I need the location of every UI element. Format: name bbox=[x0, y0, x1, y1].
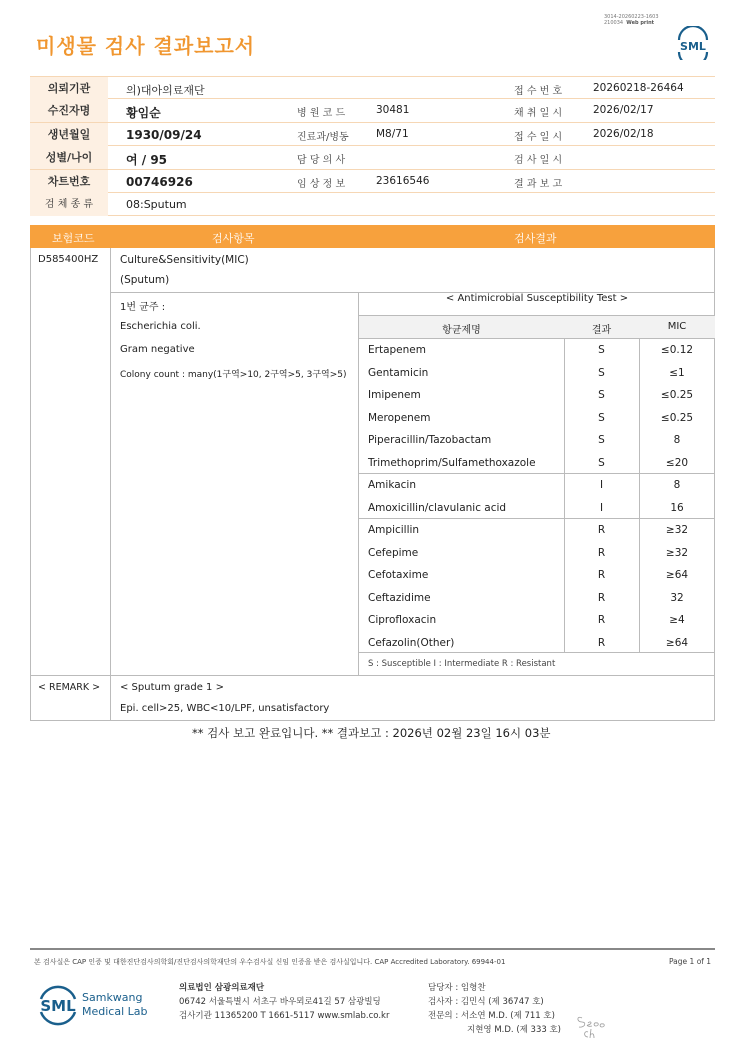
drug-name: Trimethoprim/Sulfamethoxazole bbox=[368, 456, 536, 469]
ast-legend: S : Susceptible I : Intermediate R : Resistant bbox=[368, 659, 556, 669]
drug-mic: ≥64 bbox=[665, 636, 689, 649]
drug-mic: ≤0.12 bbox=[660, 344, 694, 356]
org-contact: 검사기관 11365200 T 1661-5117 www.smlab.co.kr bbox=[179, 1011, 390, 1021]
print-id-line1: 3014-20260223-1603 bbox=[604, 14, 659, 20]
organism-name: Escherichia coli. bbox=[120, 321, 201, 332]
gram-stain: Gram negative bbox=[120, 344, 195, 355]
drug-result: R bbox=[597, 591, 606, 604]
label-institution: 의뢰기관 bbox=[30, 77, 108, 100]
label-collect-date: 채 취 일 시 bbox=[514, 108, 563, 120]
value-chart: 00746926 bbox=[126, 174, 193, 189]
test-name: Culture&Sensitivity(MIC) bbox=[120, 254, 249, 266]
value-birth: 1930/09/24 bbox=[126, 127, 202, 142]
label-specimen: 검 체 종 류 bbox=[30, 193, 108, 216]
patient-row bbox=[30, 146, 715, 169]
drug-mic: ≥32 bbox=[665, 546, 689, 559]
label-sex-age: 성별/나이 bbox=[30, 146, 108, 169]
drug-mic: ≥64 bbox=[665, 569, 689, 581]
staff-specialist-2: 지현영 M.D. (제 333 호) bbox=[467, 1025, 562, 1035]
ast-row bbox=[359, 632, 715, 655]
page-number: Page 1 of 1 bbox=[669, 957, 712, 966]
drug-name: Amoxicillin/clavulanic acid bbox=[368, 501, 507, 514]
value-sex-age: 여 / 95 bbox=[126, 153, 168, 168]
label-hospital-code: 병 원 코 드 bbox=[297, 108, 346, 120]
staff-tester: 검사자 : 김민식 (제 36747 호) bbox=[428, 997, 544, 1007]
colony-count: Colony count : many(1구역>10, 2구역>5, 3구역>5) bbox=[120, 370, 347, 380]
drug-name: Meropenem bbox=[368, 411, 431, 424]
staff-charge: 담당자 : 임형찬 bbox=[428, 983, 486, 993]
ast-row bbox=[359, 429, 715, 452]
label-receipt-date: 접 수 일 시 bbox=[514, 131, 563, 143]
patient-row bbox=[30, 193, 715, 216]
drug-result: I bbox=[599, 501, 604, 514]
drug-result: S bbox=[598, 411, 605, 424]
result-table bbox=[30, 225, 715, 721]
divider bbox=[110, 248, 111, 721]
divider bbox=[31, 675, 715, 676]
ast-row bbox=[359, 362, 715, 385]
label-clinical: 임 상 정 보 bbox=[297, 178, 346, 190]
print-id-line2: 210034 bbox=[604, 20, 624, 26]
value-receipt-date: 2026/02/18 bbox=[593, 127, 654, 140]
drug-mic: ≥32 bbox=[665, 524, 689, 536]
ast-row bbox=[359, 407, 715, 430]
drug-result: R bbox=[597, 546, 606, 559]
ast-title: < Antimicrobial Susceptibility Test > bbox=[445, 293, 629, 304]
insurance-code: D585400HZ bbox=[38, 254, 99, 265]
label-birth: 생년월일 bbox=[30, 123, 108, 146]
label-doctor: 담 당 의 사 bbox=[297, 155, 346, 167]
footer-divider bbox=[30, 948, 715, 950]
ast-header-drug: 항균제명 bbox=[442, 325, 481, 336]
drug-name: Ciprofloxacin bbox=[368, 614, 437, 626]
ast-header-result: 결과 bbox=[591, 325, 612, 336]
drug-result: R bbox=[597, 614, 606, 626]
label-test-date: 검 사 일 시 bbox=[514, 155, 563, 167]
ast-row bbox=[359, 384, 715, 407]
drug-name: Cefotaxime bbox=[368, 569, 429, 581]
drug-name: Imipenem bbox=[368, 389, 421, 401]
test-specimen: (Sputum) bbox=[120, 274, 170, 286]
value-institution: 의)대아의료재단 bbox=[126, 84, 205, 97]
drug-result: R bbox=[597, 524, 606, 536]
drug-mic: ≤20 bbox=[665, 456, 689, 469]
strain-label: 1번 균주 : bbox=[120, 302, 166, 313]
ast-header-row bbox=[359, 316, 715, 338]
drug-result: R bbox=[597, 636, 606, 649]
drug-mic: ≤0.25 bbox=[660, 389, 694, 401]
patient-row bbox=[30, 76, 715, 99]
patient-row bbox=[30, 123, 715, 146]
value-name: 황임순 bbox=[126, 106, 161, 121]
ast-row bbox=[359, 587, 715, 610]
value-receipt-no: 20260218-26464 bbox=[593, 82, 684, 94]
drug-name: Cefazolin(Other) bbox=[368, 636, 455, 649]
label-dept-ward: 진료과/병동 bbox=[297, 131, 349, 143]
accreditation-note: 본 검사실은 CAP 인증 및 대한진단검사의학회/진단검사의학재단의 우수검사실 신임 인증을 받은 검사실입니다. CAP Accredited Laboratory. 69944-01 bbox=[34, 958, 506, 966]
result-header-row bbox=[30, 225, 715, 248]
drug-mic: ≥4 bbox=[669, 614, 685, 626]
signature-image bbox=[574, 1010, 614, 1040]
drug-name: Ceftazidime bbox=[368, 591, 431, 604]
drug-mic: 8 bbox=[673, 434, 681, 446]
ast-row bbox=[359, 519, 715, 542]
remark-line1: < Sputum grade 1 > bbox=[120, 682, 224, 693]
ast-row bbox=[359, 564, 715, 587]
drug-result: R bbox=[597, 569, 606, 581]
label-receipt-no: 접 수 번 호 bbox=[514, 86, 563, 97]
print-mode: Web print bbox=[626, 20, 655, 26]
ast-row bbox=[359, 474, 715, 497]
drug-mic: ≤0.25 bbox=[660, 411, 694, 424]
ast-row bbox=[359, 339, 715, 362]
page-title: 미생물 검사 결과보고서 bbox=[36, 34, 256, 58]
value-collect-date: 2026/02/17 bbox=[593, 104, 654, 117]
completion-notice: ** 검사 보고 완료입니다. ** 결과보고 : 2026년 02월 23일 16시 03분 bbox=[192, 726, 551, 740]
col-header-result: 검사결과 bbox=[514, 232, 557, 245]
drug-name: Amikacin bbox=[368, 479, 417, 491]
label-chart: 차트번호 bbox=[30, 170, 108, 193]
sml-badge-logo bbox=[674, 26, 712, 60]
drug-result: S bbox=[598, 434, 605, 446]
drug-result: S bbox=[598, 389, 605, 401]
patient-row bbox=[30, 99, 715, 122]
ast-row bbox=[359, 609, 715, 632]
col-header-item: 검사항목 bbox=[212, 232, 255, 245]
drug-result: S bbox=[598, 344, 605, 356]
drug-name: Gentamicin bbox=[368, 366, 429, 379]
value-dept-ward: M8/71 bbox=[376, 127, 409, 140]
logo-mark-text: SML bbox=[40, 997, 76, 1015]
drug-result: S bbox=[598, 366, 605, 379]
logo-name-line1: Samkwang bbox=[82, 991, 143, 1004]
org-address: 06742 서울특별시 서초구 바우뫼로41길 57 삼광빌딩 bbox=[179, 997, 381, 1007]
remark-label: < REMARK > bbox=[38, 682, 101, 693]
ast-row bbox=[359, 497, 715, 520]
ast-row bbox=[359, 452, 715, 475]
drug-mic: 8 bbox=[673, 479, 681, 491]
drug-mic: 32 bbox=[670, 591, 684, 604]
drug-name: Ampicillin bbox=[368, 524, 420, 536]
staff-info bbox=[428, 981, 561, 1037]
value-hospital-code: 30481 bbox=[376, 104, 410, 117]
org-info bbox=[179, 981, 389, 1023]
col-header-code: 보험코드 bbox=[52, 232, 95, 245]
drug-result: S bbox=[598, 456, 605, 469]
print-id bbox=[604, 14, 659, 26]
drug-name: Ertapenem bbox=[368, 344, 426, 356]
label-report: 결 과 보 고 bbox=[514, 178, 563, 190]
sml-badge-text: SML bbox=[680, 40, 706, 53]
patient-info-table bbox=[30, 76, 715, 216]
drug-name: Cefepime bbox=[368, 546, 419, 559]
value-specimen: 08:Sputum bbox=[126, 197, 187, 211]
logo-name-line2: Medical Lab bbox=[82, 1005, 148, 1018]
drug-mic: ≤1 bbox=[669, 366, 685, 379]
ast-header-mic: MIC bbox=[667, 321, 687, 332]
drug-mic: 16 bbox=[670, 501, 684, 514]
org-name: 의료법인 삼광의료재단 bbox=[179, 983, 265, 993]
samkwang-logo bbox=[38, 982, 158, 1026]
label-name: 수진자명 bbox=[30, 99, 108, 122]
remark-line2: Epi. cell>25, WBC<10/LPF, unsatisfactory bbox=[120, 703, 330, 714]
value-clinical: 23616546 bbox=[376, 174, 430, 187]
patient-row bbox=[30, 170, 715, 193]
drug-result: I bbox=[599, 479, 604, 491]
staff-specialist-1: 전문의 : 서소연 M.D. (제 711 호) bbox=[428, 1011, 555, 1021]
ast-row bbox=[359, 542, 715, 565]
drug-name: Piperacillin/Tazobactam bbox=[368, 434, 492, 446]
